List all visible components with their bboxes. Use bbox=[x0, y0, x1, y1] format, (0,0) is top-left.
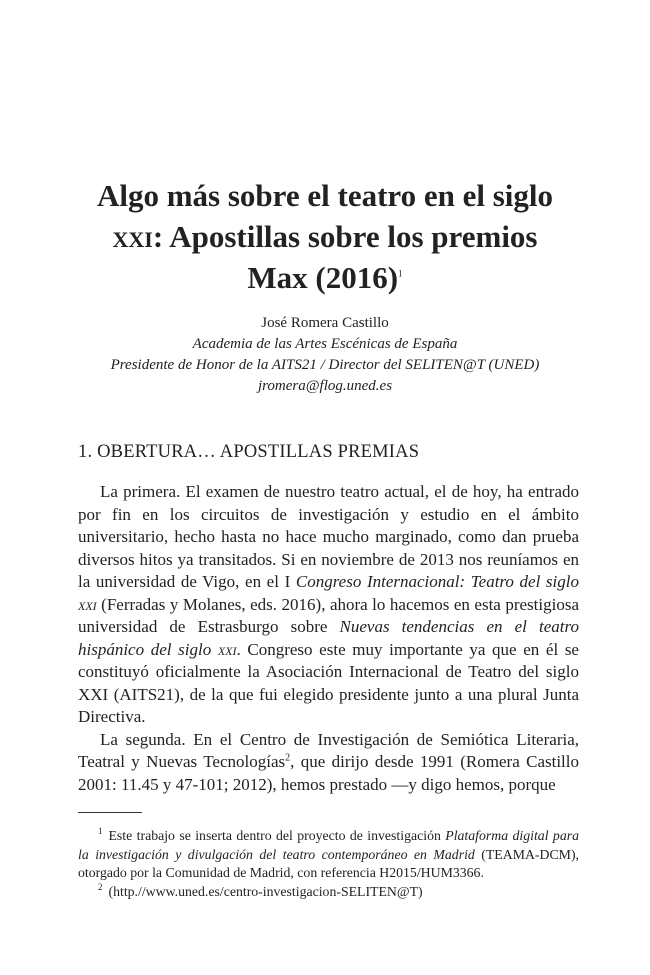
paragraph-2-part-b: , que dirijo desde 1991 (Romera Castillo 2001: 11.45 y 47-101; 2012), hemos prestado —y digo hemos, porque bbox=[78, 752, 579, 794]
section-heading: 1. OBERTURA… APOSTILLAS PREMIAS bbox=[78, 442, 420, 462]
author-email: jromera@flog.uned.es bbox=[257, 378, 393, 394]
paragraph-1-congress-title-2: Nuevas tendencias en el teatro hispánico del siglo bbox=[78, 617, 579, 659]
title-line-2-rest: : Apostillas sobre los premios bbox=[152, 219, 538, 254]
title-line-3-text: Max (2016) bbox=[247, 260, 399, 295]
footnote-divider bbox=[78, 812, 142, 813]
author-block bbox=[30, 313, 620, 397]
article-title bbox=[60, 175, 590, 298]
paragraph-1-century-2: xxi bbox=[217, 639, 237, 659]
title-line-2 bbox=[60, 216, 590, 257]
body-text bbox=[78, 481, 579, 796]
title-line-3 bbox=[60, 257, 590, 298]
title-line-1: Algo más sobre el teatro en el siglo bbox=[96, 178, 554, 213]
footnote-reference-2: 2 bbox=[285, 752, 291, 764]
footnote-2-number: 2 bbox=[98, 881, 103, 892]
title-century-smallcaps: xxi bbox=[112, 219, 153, 254]
footnote-2 bbox=[78, 883, 579, 902]
paragraph-1-congress-title: Congreso Internacional: Teatro del siglo bbox=[295, 572, 579, 591]
footnote-1-project-title: Plataforma digital para la investigación y divulgación del teatro contemporáneo en Madrid bbox=[78, 828, 579, 862]
footnote-1-part-c: (TEAMA-DCM), otorgado por la Comunidad de Madrid, con referencia H2015/HUM3366. bbox=[78, 846, 579, 880]
footnote-1 bbox=[78, 827, 579, 883]
author-affiliation-2: Presidente de Honor de la AITS21 / Director del SELITEN@T (UNED) bbox=[110, 357, 540, 373]
paragraph-1-part-c: (Ferradas y Molanes, eds. 2016), ahora lo hacemos en esta prestigiosa universidad de Estrasburgo sobre bbox=[78, 594, 579, 636]
paragraph-1-century-1: xxi bbox=[78, 594, 97, 614]
title-footnote-marker: 1 bbox=[398, 268, 403, 279]
author-affiliation-1: Academia de las Artes Escénicas de España bbox=[192, 336, 458, 352]
footnotes bbox=[78, 827, 579, 901]
author-name: José Romera Castillo bbox=[261, 315, 389, 331]
paragraph-1-part-a: La primera. El examen de nuestro teatro actual, el de hoy, ha entrado por fin en los circuitos de investigación y estudio en el ámbito universitario, hecho hasta no hace mucho marginado, como dan prueba diversos hitos ya transitados. Si en noviembre de 2013 nos reuníamos en la universidad de Vigo, en el I bbox=[78, 482, 579, 591]
paragraph-1 bbox=[78, 481, 579, 729]
footnote-1-number: 1 bbox=[98, 826, 103, 837]
footnote-1-part-a: Este trabajo se inserta dentro del proyecto de investigación bbox=[108, 828, 446, 843]
paragraph-1-part-e: . Congreso este muy importante ya que en él se constituyó oficialmente la Asociación Internacional de Teatro del siglo XXI (AITS21), de la que fui elegido presidente junto a una plural Junta Directiva. bbox=[78, 639, 579, 726]
footnote-2-url: (http.//www.uned.es/centro-investigacion-SELITEN@T) bbox=[108, 883, 423, 899]
paragraph-2-part-a: La segunda. En el Centro de Investigación de Semiótica Literaria, Teatral y Nuevas Tecnologías bbox=[78, 729, 579, 771]
paragraph-2 bbox=[78, 729, 579, 797]
